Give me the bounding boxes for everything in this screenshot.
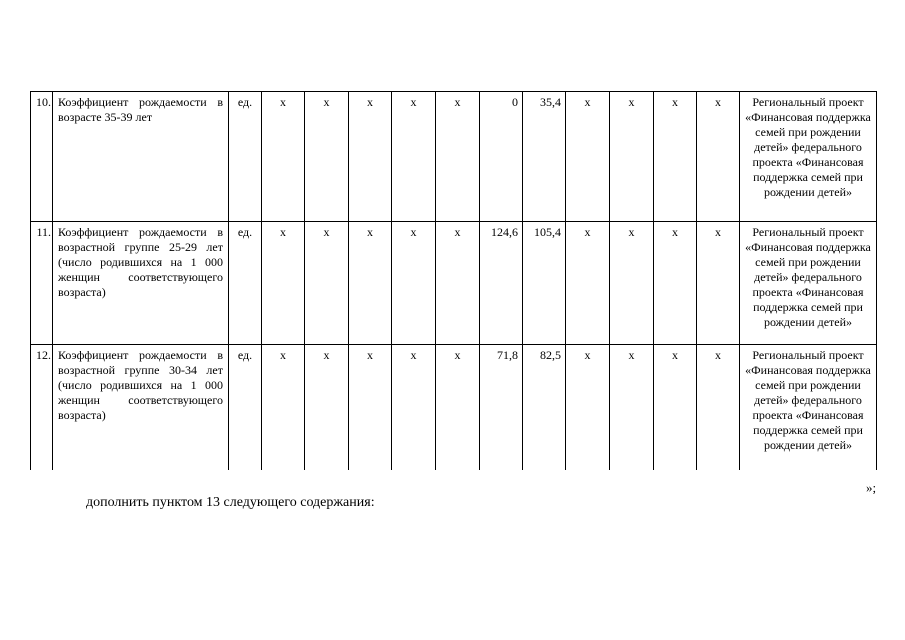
value-cell: х: [392, 222, 436, 345]
table-row: [31, 222, 877, 345]
indicator-name: Коэффициент рождаемости в возрастной группе 30-34 лет (число родившихся на 1 000 женщин соответствующего возраста): [53, 345, 229, 470]
table-row: [31, 345, 877, 470]
value-cell: х: [392, 92, 436, 222]
row-number: 12.: [31, 345, 53, 470]
value-cell: х: [566, 222, 610, 345]
value-cell: х: [349, 92, 392, 222]
table-row: [31, 92, 877, 222]
source-project: Региональный проект «Финансовая поддержка семей при рождении детей» федерального проекта «Финансовая поддержка семей при рождении детей»: [740, 345, 877, 470]
indicators-table: [30, 91, 877, 470]
value-cell: х: [697, 222, 740, 345]
value-cell: 0: [480, 92, 523, 222]
value-cell: х: [262, 92, 305, 222]
value-cell: 82,5: [523, 345, 566, 470]
value-cell: х: [262, 222, 305, 345]
value-cell: 105,4: [523, 222, 566, 345]
value-cell: 124,6: [480, 222, 523, 345]
value-cell: х: [697, 92, 740, 222]
value-cell: х: [305, 222, 349, 345]
unit-cell: ед.: [229, 345, 262, 470]
row-number: 10.: [31, 92, 53, 222]
indicator-name: Коэффициент рождаемости в возрастной группе 25-29 лет (число родившихся на 1 000 женщин соответствующего возраста): [53, 222, 229, 345]
value-cell: х: [305, 92, 349, 222]
closing-quote: »;: [866, 480, 877, 495]
value-cell: х: [610, 222, 654, 345]
value-cell: 35,4: [523, 92, 566, 222]
row-number: 11.: [31, 222, 53, 345]
source-project: Региональный проект «Финансовая поддержка семей при рождении детей» федерального проекта «Финансовая поддержка семей при рождении детей»: [740, 222, 877, 345]
value-cell: х: [305, 345, 349, 470]
value-cell: х: [349, 345, 392, 470]
unit-cell: ед.: [229, 222, 262, 345]
value-cell: х: [654, 345, 697, 470]
value-cell: х: [349, 222, 392, 345]
indicator-name: Коэффициент рождаемости в возрасте 35-39 лет: [53, 92, 229, 222]
source-project: Региональный проект «Финансовая поддержка семей при рождении детей» федерального проекта «Финансовая поддержка семей при рождении детей»: [740, 92, 877, 222]
value-cell: х: [436, 92, 480, 222]
value-cell: х: [610, 92, 654, 222]
value-cell: х: [610, 345, 654, 470]
value-cell: х: [262, 345, 305, 470]
value-cell: х: [436, 222, 480, 345]
value-cell: 71,8: [480, 345, 523, 470]
value-cell: х: [654, 222, 697, 345]
value-cell: х: [392, 345, 436, 470]
value-cell: х: [566, 92, 610, 222]
value-cell: х: [436, 345, 480, 470]
amendment-paragraph: дополнить пунктом 13 следующего содержания:: [86, 495, 375, 510]
value-cell: х: [697, 345, 740, 470]
value-cell: х: [654, 92, 697, 222]
value-cell: х: [566, 345, 610, 470]
unit-cell: ед.: [229, 92, 262, 222]
